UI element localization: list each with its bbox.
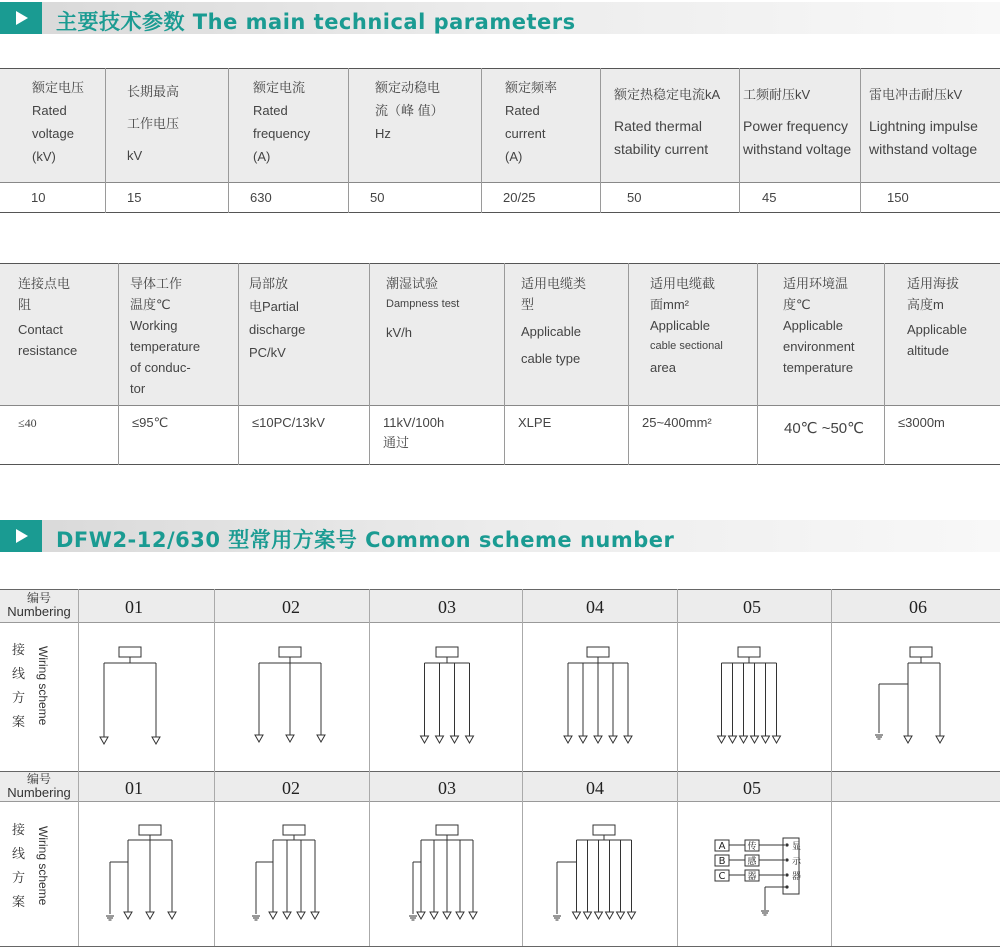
header-line: 适用电缆截 bbox=[650, 276, 716, 291]
header-line: 额定热稳定电流kA bbox=[614, 87, 721, 102]
cable-arrow-icon bbox=[466, 736, 474, 743]
cable-arrow-icon bbox=[421, 736, 429, 743]
header-line: Applicable bbox=[907, 322, 967, 337]
busbar-box bbox=[738, 647, 760, 657]
value-cell: 150 bbox=[887, 190, 909, 205]
scheme-number: 03 bbox=[438, 778, 456, 798]
header-line: discharge bbox=[249, 322, 306, 337]
value-line: 40℃ ~50℃ bbox=[784, 420, 864, 437]
header-line: 潮湿试验 bbox=[386, 276, 439, 291]
header-line: Rated bbox=[505, 103, 540, 118]
busbar-box bbox=[119, 647, 141, 657]
header-line: 导体工作 bbox=[130, 276, 183, 291]
value-line: ≤40 bbox=[18, 416, 37, 430]
cable-arrow-icon bbox=[152, 737, 160, 744]
cable-arrow-icon bbox=[443, 912, 451, 919]
header-line: 阻 bbox=[18, 297, 32, 312]
section-title: DFW2-12/630 型常用方案号 Common scheme number bbox=[56, 528, 675, 552]
header-line: withstand voltage bbox=[869, 141, 978, 157]
cable-arrow-icon bbox=[595, 912, 603, 919]
scheme-number: 01 bbox=[125, 597, 143, 617]
busbar-box bbox=[910, 647, 932, 657]
cable-arrow-icon bbox=[311, 912, 319, 919]
scheme-number: 01 bbox=[125, 778, 143, 798]
value-cell: 45 bbox=[762, 190, 777, 205]
header-line: 工频耐压kV bbox=[743, 87, 811, 102]
header-line: Lightning impulse bbox=[869, 118, 978, 134]
wiring-label-cn: 接 线 方 案 bbox=[12, 822, 26, 909]
sensor-char: 传 bbox=[747, 842, 757, 852]
header-line: Working bbox=[130, 318, 178, 333]
busbar-box bbox=[436, 825, 458, 835]
cable-arrow-icon bbox=[124, 912, 132, 919]
header-line: 额定电压 bbox=[32, 80, 85, 95]
cable-arrow-icon bbox=[456, 912, 464, 919]
header-line: Contact bbox=[18, 322, 63, 337]
header-line: 额定动稳电 bbox=[375, 80, 441, 95]
value-line: 通过 bbox=[383, 435, 410, 450]
scheme-number: 05 bbox=[743, 778, 761, 798]
scheme-number: 03 bbox=[438, 597, 456, 617]
phase-label: C bbox=[718, 871, 726, 882]
header-line: cable sectional bbox=[650, 340, 723, 352]
cable-arrow-icon bbox=[168, 912, 176, 919]
terminal-dot bbox=[785, 843, 788, 846]
cable-arrow-icon bbox=[904, 736, 912, 743]
header-line: resistance bbox=[18, 343, 78, 358]
busbar-box bbox=[587, 647, 609, 657]
cable-arrow-icon bbox=[609, 736, 617, 743]
scheme-number: 06 bbox=[909, 597, 927, 617]
header-line: 适用海拔 bbox=[907, 276, 960, 291]
cable-arrow-icon bbox=[762, 736, 770, 743]
header-line: 适用电缆类 bbox=[521, 276, 587, 291]
header-line: (A) bbox=[505, 149, 523, 164]
header-line: temperature bbox=[783, 360, 854, 375]
header-line: tor bbox=[130, 381, 146, 396]
header-line: 工作电压 bbox=[127, 116, 180, 131]
cable-arrow-icon bbox=[317, 735, 325, 742]
cable-arrow-icon bbox=[573, 912, 581, 919]
header-line: Hz bbox=[375, 126, 391, 141]
header-line: 电Partial bbox=[249, 299, 299, 314]
display-char: 示 bbox=[792, 857, 802, 867]
sensor-char: 感 bbox=[747, 857, 757, 867]
value-cell: 10 bbox=[31, 190, 46, 205]
header-line: 度℃ bbox=[783, 297, 811, 312]
scheme-number: 04 bbox=[586, 597, 604, 617]
header-line: Rated bbox=[253, 103, 288, 118]
cable-arrow-icon bbox=[146, 912, 154, 919]
scheme-number: 02 bbox=[282, 778, 300, 798]
section-title: 主要技术参数 The main technical parameters bbox=[56, 10, 576, 34]
cable-arrow-icon bbox=[269, 912, 277, 919]
value-cell: 50 bbox=[370, 190, 385, 205]
cable-arrow-icon bbox=[417, 912, 425, 919]
cable-arrow-icon bbox=[594, 736, 602, 743]
busbar-box bbox=[436, 647, 458, 657]
value-line: ≤95℃ bbox=[132, 415, 169, 430]
header-line: Applicable bbox=[650, 318, 710, 333]
header-line: voltage bbox=[32, 126, 74, 141]
cable-arrow-icon bbox=[773, 736, 781, 743]
scheme-number: 04 bbox=[586, 778, 604, 798]
header-line: withstand voltage bbox=[743, 141, 852, 157]
header-line: altitude bbox=[907, 343, 949, 358]
cable-arrow-icon bbox=[729, 736, 737, 743]
cable-arrow-icon bbox=[624, 736, 632, 743]
numbering-label: 编号 Numbering bbox=[7, 591, 71, 619]
header-line: environment bbox=[783, 339, 855, 354]
header-line: temperature bbox=[130, 339, 201, 354]
header-line: current bbox=[505, 126, 546, 141]
header-line: PC/kV bbox=[249, 345, 286, 360]
header-line: (A) bbox=[253, 149, 271, 164]
header-line: Applicable bbox=[783, 318, 843, 333]
cable-arrow-icon bbox=[436, 736, 444, 743]
value-cell: 15 bbox=[127, 190, 142, 205]
cable-arrow-icon bbox=[564, 736, 572, 743]
cable-arrow-icon bbox=[579, 736, 587, 743]
header-line: Dampness test bbox=[386, 298, 460, 310]
value-cell: 630 bbox=[250, 190, 272, 205]
cable-arrow-icon bbox=[255, 735, 263, 742]
header-line: cable type bbox=[521, 351, 581, 366]
indicator-diagram bbox=[715, 838, 802, 915]
scheme-number: 05 bbox=[743, 597, 761, 617]
wiring-label-en: Wiring scheme bbox=[36, 826, 50, 906]
value-line: ≤3000m bbox=[898, 415, 945, 430]
cable-arrow-icon bbox=[430, 912, 438, 919]
value-cell: 50 bbox=[627, 190, 642, 205]
busbar-box bbox=[283, 825, 305, 835]
cable-arrow-icon bbox=[617, 912, 625, 919]
cable-arrow-icon bbox=[628, 912, 636, 919]
cable-arrow-icon bbox=[283, 912, 291, 919]
display-char: 器 bbox=[792, 872, 802, 882]
value-cell: 20/25 bbox=[503, 190, 536, 205]
phase-label: B bbox=[718, 856, 726, 867]
busbar-box bbox=[139, 825, 161, 835]
numbering-label: 编号 Numbering bbox=[7, 772, 71, 800]
cable-arrow-icon bbox=[100, 737, 108, 744]
cable-arrow-icon bbox=[740, 736, 748, 743]
header-line: Rated thermal bbox=[614, 118, 702, 134]
cable-arrow-icon bbox=[584, 912, 592, 919]
header-line: Applicable bbox=[521, 324, 581, 339]
header-line: 额定电流 bbox=[253, 80, 306, 95]
display-char: 显 bbox=[792, 842, 802, 852]
scheme-number: 02 bbox=[282, 597, 300, 617]
cable-arrow-icon bbox=[469, 912, 477, 919]
header-line: kV/h bbox=[386, 325, 413, 340]
terminal-dot bbox=[785, 858, 788, 861]
value-line: XLPE bbox=[518, 415, 552, 430]
value-line: 25~400mm² bbox=[642, 415, 712, 430]
header-line: area bbox=[650, 360, 677, 375]
busbar-box bbox=[279, 647, 301, 657]
cable-arrow-icon bbox=[286, 735, 294, 742]
sensor-char: 器 bbox=[747, 872, 757, 882]
header-line: 长期最高 bbox=[127, 84, 180, 99]
header-line: 雷电冲击耐压kV bbox=[869, 87, 963, 102]
header-line: frequency bbox=[253, 126, 311, 141]
header-line: 高度m bbox=[907, 297, 944, 312]
header-line: of conduc- bbox=[130, 360, 191, 375]
wiring-label-cn: 接 线 方 案 bbox=[12, 642, 26, 729]
header-line: 适用环境温 bbox=[783, 276, 849, 291]
header-line: stability current bbox=[614, 141, 709, 157]
cable-arrow-icon bbox=[718, 736, 726, 743]
terminal-dot bbox=[785, 873, 788, 876]
cable-arrow-icon bbox=[451, 736, 459, 743]
header-line: 额定频率 bbox=[505, 80, 558, 95]
cable-arrow-icon bbox=[606, 912, 614, 919]
wiring-label-en: Wiring scheme bbox=[36, 646, 50, 726]
header-line: (kV) bbox=[32, 149, 56, 164]
cable-arrow-icon bbox=[297, 912, 305, 919]
cable-arrow-icon bbox=[936, 736, 944, 743]
value-line: 11kV/100h bbox=[383, 415, 445, 430]
header-line: 面mm² bbox=[650, 297, 689, 312]
phase-label: A bbox=[718, 841, 726, 852]
header-line: 温度℃ bbox=[130, 297, 171, 312]
header-line: 连接点电 bbox=[18, 276, 71, 291]
header-line: Power frequency bbox=[743, 118, 849, 134]
header-line: kV bbox=[127, 148, 143, 163]
value-line: ≤10PC/13kV bbox=[252, 415, 325, 430]
header-line: Rated bbox=[32, 103, 67, 118]
header-line: 型 bbox=[521, 297, 535, 312]
header-line: 局部放 bbox=[249, 276, 289, 291]
busbar-box bbox=[593, 825, 615, 835]
header-line: 流（峰 值） bbox=[375, 103, 444, 118]
cable-arrow-icon bbox=[751, 736, 759, 743]
